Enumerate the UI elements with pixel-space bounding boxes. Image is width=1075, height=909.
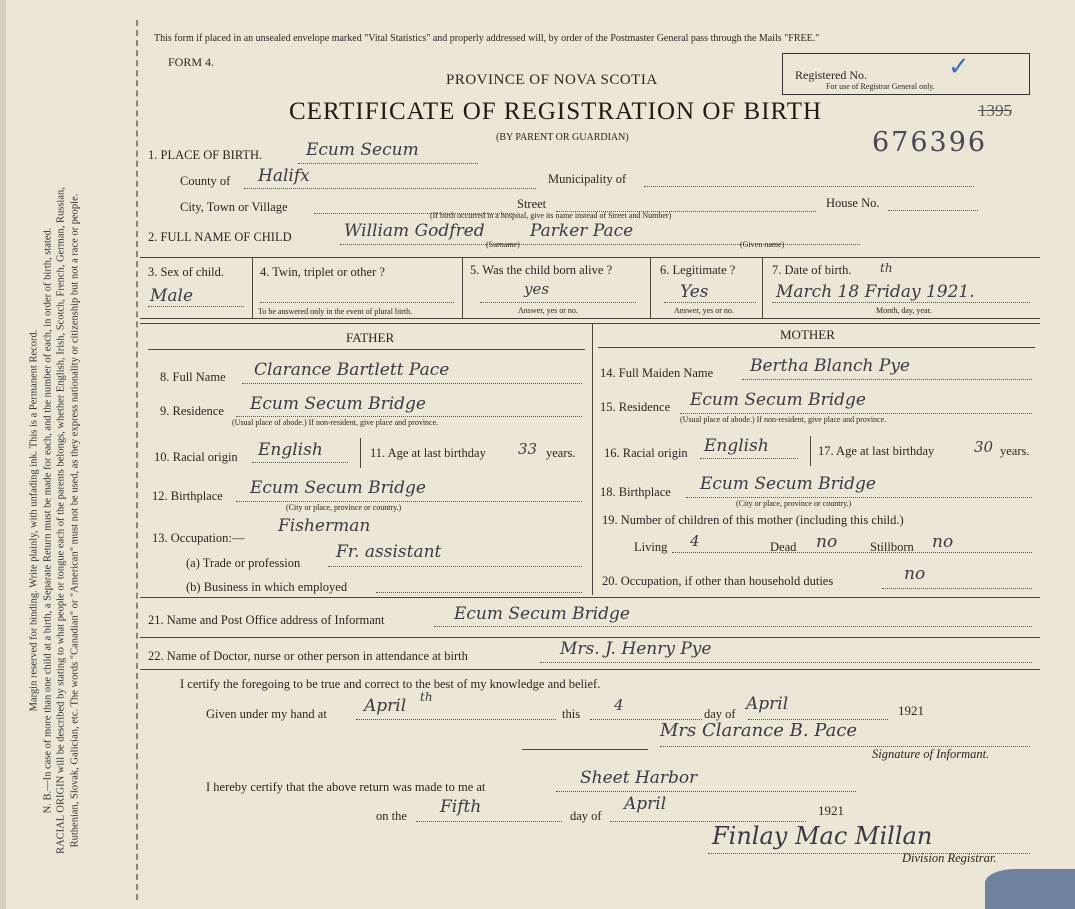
legitimate-value: Yes — [680, 282, 709, 302]
date-superscript: th — [880, 261, 893, 275]
father-residence-label: 9. Residence — [160, 404, 224, 418]
registrar-year: 1921 — [818, 803, 844, 818]
form-number: FORM 4. — [168, 55, 215, 69]
mother-birthplace-note: (City or place, province or country.) — [736, 499, 852, 508]
alive-label: 5. Was the child born alive ? — [470, 263, 613, 277]
certify-statement: I certify the foregoing to be true and correct to the best of my knowledge and belief. — [180, 677, 601, 691]
father-racial: English — [258, 440, 323, 460]
mother-racial-line — [700, 458, 798, 459]
registrar-place-line — [556, 791, 856, 792]
mother-residence-note: (Usual place of abode.) If non-resident, give place and province. — [680, 415, 887, 424]
stillborn-value: no — [932, 532, 954, 552]
mother-racial-label: 16. Racial origin — [604, 446, 688, 460]
place-line — [298, 163, 478, 164]
doctor-line — [540, 662, 1032, 663]
mother-residence-line — [680, 413, 1032, 414]
margin-line-4: Ruthenian, Slovak, Galician, etc. The words "Canadian" or "American" must not be used, as they express nationality or citizenship but not a race or people. — [69, 193, 80, 848]
county-value: Halifx — [258, 166, 310, 186]
living-label: Living — [634, 540, 668, 554]
father-name: Clarance Bartlett Pace — [254, 360, 450, 380]
mother-heading: MOTHER — [780, 327, 835, 342]
mother-racial: English — [704, 436, 769, 456]
registrar-caption: Division Registrar. — [902, 851, 997, 865]
place-of-birth-label: 1. PLACE OF BIRTH. — [148, 148, 263, 162]
father-occupation: Fisherman — [278, 516, 371, 536]
dead-value: no — [816, 532, 838, 552]
ink-stain — [985, 869, 1075, 909]
informant-label: 21. Name and Post Office address of Informant — [148, 613, 385, 627]
city-label: City, Town or Village — [180, 200, 288, 214]
sex-line — [148, 306, 244, 307]
child-given-names: William Godfred — [344, 221, 485, 241]
registrar-statement: I hereby certify that the above return was made to me at — [206, 780, 486, 794]
check-mark: ✓ — [948, 52, 970, 82]
given-superscript: th — [420, 690, 433, 704]
doctor-value: Mrs. J. Henry Pye — [560, 639, 712, 659]
mother-racial-divider — [810, 436, 811, 466]
father-business-line — [376, 592, 582, 593]
father-birthplace-note: (City or place, province or country.) — [286, 503, 402, 512]
informant-value: Ecum Secum Bridge — [454, 604, 630, 624]
father-residence-note: (Usual place of abode.) If non-resident, give place and province. — [232, 418, 439, 427]
mother-years: years. — [1000, 444, 1030, 458]
rule-mother-head — [598, 347, 1035, 348]
doctor-label: 22. Name of Doctor, nurse or other person in attendance at birth — [148, 649, 468, 663]
paper-edge — [0, 0, 6, 909]
signature-line-left — [522, 749, 648, 750]
rule-parents-bottom — [140, 597, 1040, 598]
divider-3 — [650, 257, 651, 318]
father-age-label: 11. Age at last birthday — [370, 446, 486, 460]
father-name-line — [242, 383, 582, 384]
mother-age: 30 — [974, 438, 994, 456]
father-racial-label: 10. Racial origin — [154, 450, 238, 464]
father-age: 33 — [518, 440, 538, 458]
rule-row3-bottom — [140, 318, 1040, 319]
alive-value: yes — [524, 280, 550, 298]
street-label: Street — [517, 197, 547, 211]
father-business-label: (b) Business in which employed — [186, 580, 348, 594]
children-line — [672, 552, 1032, 553]
mother-children-label: 19. Number of children of this mother (including this child.) — [602, 513, 904, 527]
rule-22 — [140, 669, 1040, 670]
father-heading: FATHER — [346, 330, 395, 345]
mother-name-line — [742, 379, 1032, 380]
registrar-place: Sheet Harbor — [580, 768, 698, 788]
stillborn-label: Stillborn — [870, 540, 914, 554]
surname-caption: (Surname) — [486, 240, 520, 249]
mother-occupation-line — [882, 588, 1032, 589]
given-label: Given under my hand at — [206, 707, 327, 721]
house-label: House No. — [826, 196, 880, 210]
rule-row3-top — [140, 257, 1040, 258]
father-birthplace: Ecum Secum Bridge — [250, 478, 426, 498]
registrar-signature: Finlay Mac Millan — [712, 822, 933, 850]
father-racial-line — [252, 462, 348, 463]
sex-label: 3. Sex of child. — [148, 265, 225, 279]
county-label: County of — [180, 174, 231, 188]
mother-occupation: no — [904, 564, 926, 584]
rule-father-head — [148, 349, 585, 350]
mother-birthplace-label: 18. Birthplace — [600, 485, 671, 499]
this-label: this — [562, 707, 581, 721]
day-of-label: day of — [704, 707, 736, 721]
registrar-day-line — [416, 821, 562, 822]
father-trade: Fr. assistant — [336, 542, 442, 562]
house-line — [888, 210, 978, 211]
municipality-line — [644, 186, 974, 187]
date-line — [772, 302, 1030, 303]
father-residence-line — [236, 416, 582, 417]
margin-instructions — [28, 89, 153, 909]
this-day: 4 — [614, 696, 624, 714]
top-notice: This form if placed in an unsealed envelope marked "Vital Statistics" and properly addressed will, by order of the Postmaster General pass through the Mails "FREE." — [154, 33, 820, 44]
father-birthplace-label: 12. Birthplace — [152, 489, 223, 503]
legitimate-note: Answer, yes or no. — [674, 306, 734, 315]
rule-parents-top — [140, 323, 1040, 324]
twin-label: 4. Twin, triplet or other ? — [260, 265, 385, 279]
mother-age-label: 17. Age at last birthday — [818, 444, 935, 458]
municipality-label: Municipality of — [548, 172, 627, 186]
father-racial-divider — [360, 438, 361, 468]
margin-line-1: Margin reserved for binding. Write plainly, with unfading ink. This is a Permanent Record. — [28, 329, 40, 712]
mother-residence-label: 15. Residence — [600, 400, 671, 414]
given-name-caption: (Given name) — [740, 240, 785, 249]
hospital-note: (If birth occurred in a hospital, give its name instead of Street and Number) — [430, 211, 672, 220]
registrar-day: Fifth — [440, 797, 482, 817]
father-trade-line — [328, 566, 582, 567]
dead-label: Dead — [770, 540, 797, 554]
informant-signature: Mrs Clarance B. Pace — [660, 720, 858, 741]
margin-line-3: RACIAL ORIGIN will be described by stating to what people or tongue each of the parents belongs, whether English, Irish, Scotch, French, German, Russian, — [55, 187, 67, 854]
informant-line — [434, 626, 1032, 627]
parents-divider — [592, 323, 593, 595]
margin-line-2: N. B.—In case of more than one child at a birth, a Separate Return must be made for each, and the number of each, in order of birth, stated. — [42, 227, 53, 814]
given-line — [356, 719, 556, 720]
given-month: April — [746, 694, 789, 714]
registrar-only-note: For use of Registrar General only. — [826, 82, 935, 91]
rule-21 — [140, 637, 1040, 638]
alive-note: Answer, yes or no. — [518, 306, 578, 315]
registration-number: 676396 — [872, 127, 988, 158]
twin-note: To be answered only in the event of plural birth. — [258, 307, 413, 316]
mother-name-label: 14. Full Maiden Name — [600, 366, 714, 380]
sex-value: Male — [150, 286, 194, 306]
informant-signature-caption: Signature of Informant. — [872, 747, 990, 761]
date-value: March 18 Friday 1921. — [776, 282, 975, 302]
divider-1 — [252, 257, 253, 318]
mother-name: Bertha Blanch Pye — [750, 356, 910, 376]
mother-birthplace: Ecum Secum Bridge — [700, 474, 876, 494]
registrar-month: April — [624, 794, 667, 814]
given-place: April — [364, 696, 407, 716]
divider-2 — [462, 257, 463, 318]
father-name-label: 8. Full Name — [160, 370, 226, 384]
father-residence: Ecum Secum Bridge — [250, 394, 426, 414]
divider-4 — [762, 257, 763, 318]
father-occupation-label: 13. Occupation:— — [152, 531, 245, 545]
mother-occupation-label: 20. Occupation, if other than household duties — [602, 574, 834, 588]
page-title: CERTIFICATE OF REGISTRATION OF BIRTH — [289, 98, 823, 125]
living-value: 4 — [690, 532, 700, 550]
on-the-label: on the — [376, 809, 407, 823]
registered-label: Registered No. — [795, 68, 867, 82]
legitimate-label: 6. Legitimate ? — [660, 263, 736, 277]
registrar-day-of-label: day of — [570, 809, 602, 823]
province-heading: PROVINCE OF NOVA SCOTIA — [446, 72, 658, 88]
twin-line — [260, 302, 454, 303]
given-year: 1921 — [898, 703, 924, 718]
father-birthplace-line — [236, 501, 582, 502]
child-surname: Parker Pace — [530, 221, 634, 241]
father-years: years. — [546, 446, 576, 460]
child-name-label: 2. FULL NAME OF CHILD — [148, 230, 292, 244]
father-trade-label: (a) Trade or profession — [186, 556, 301, 570]
county-line — [244, 188, 536, 189]
date-label: 7. Date of birth. — [772, 263, 852, 277]
mother-residence: Ecum Secum Bridge — [690, 390, 866, 410]
alive-line — [480, 302, 636, 303]
place-of-birth-value: Ecum Secum — [306, 140, 419, 160]
struck-number: 1395 — [978, 101, 1012, 120]
page-subtitle: (BY PARENT OR GUARDIAN) — [496, 132, 629, 143]
date-note: Month, day, year. — [876, 306, 932, 315]
legitimate-line — [664, 302, 756, 303]
mother-birthplace-line — [686, 497, 1032, 498]
